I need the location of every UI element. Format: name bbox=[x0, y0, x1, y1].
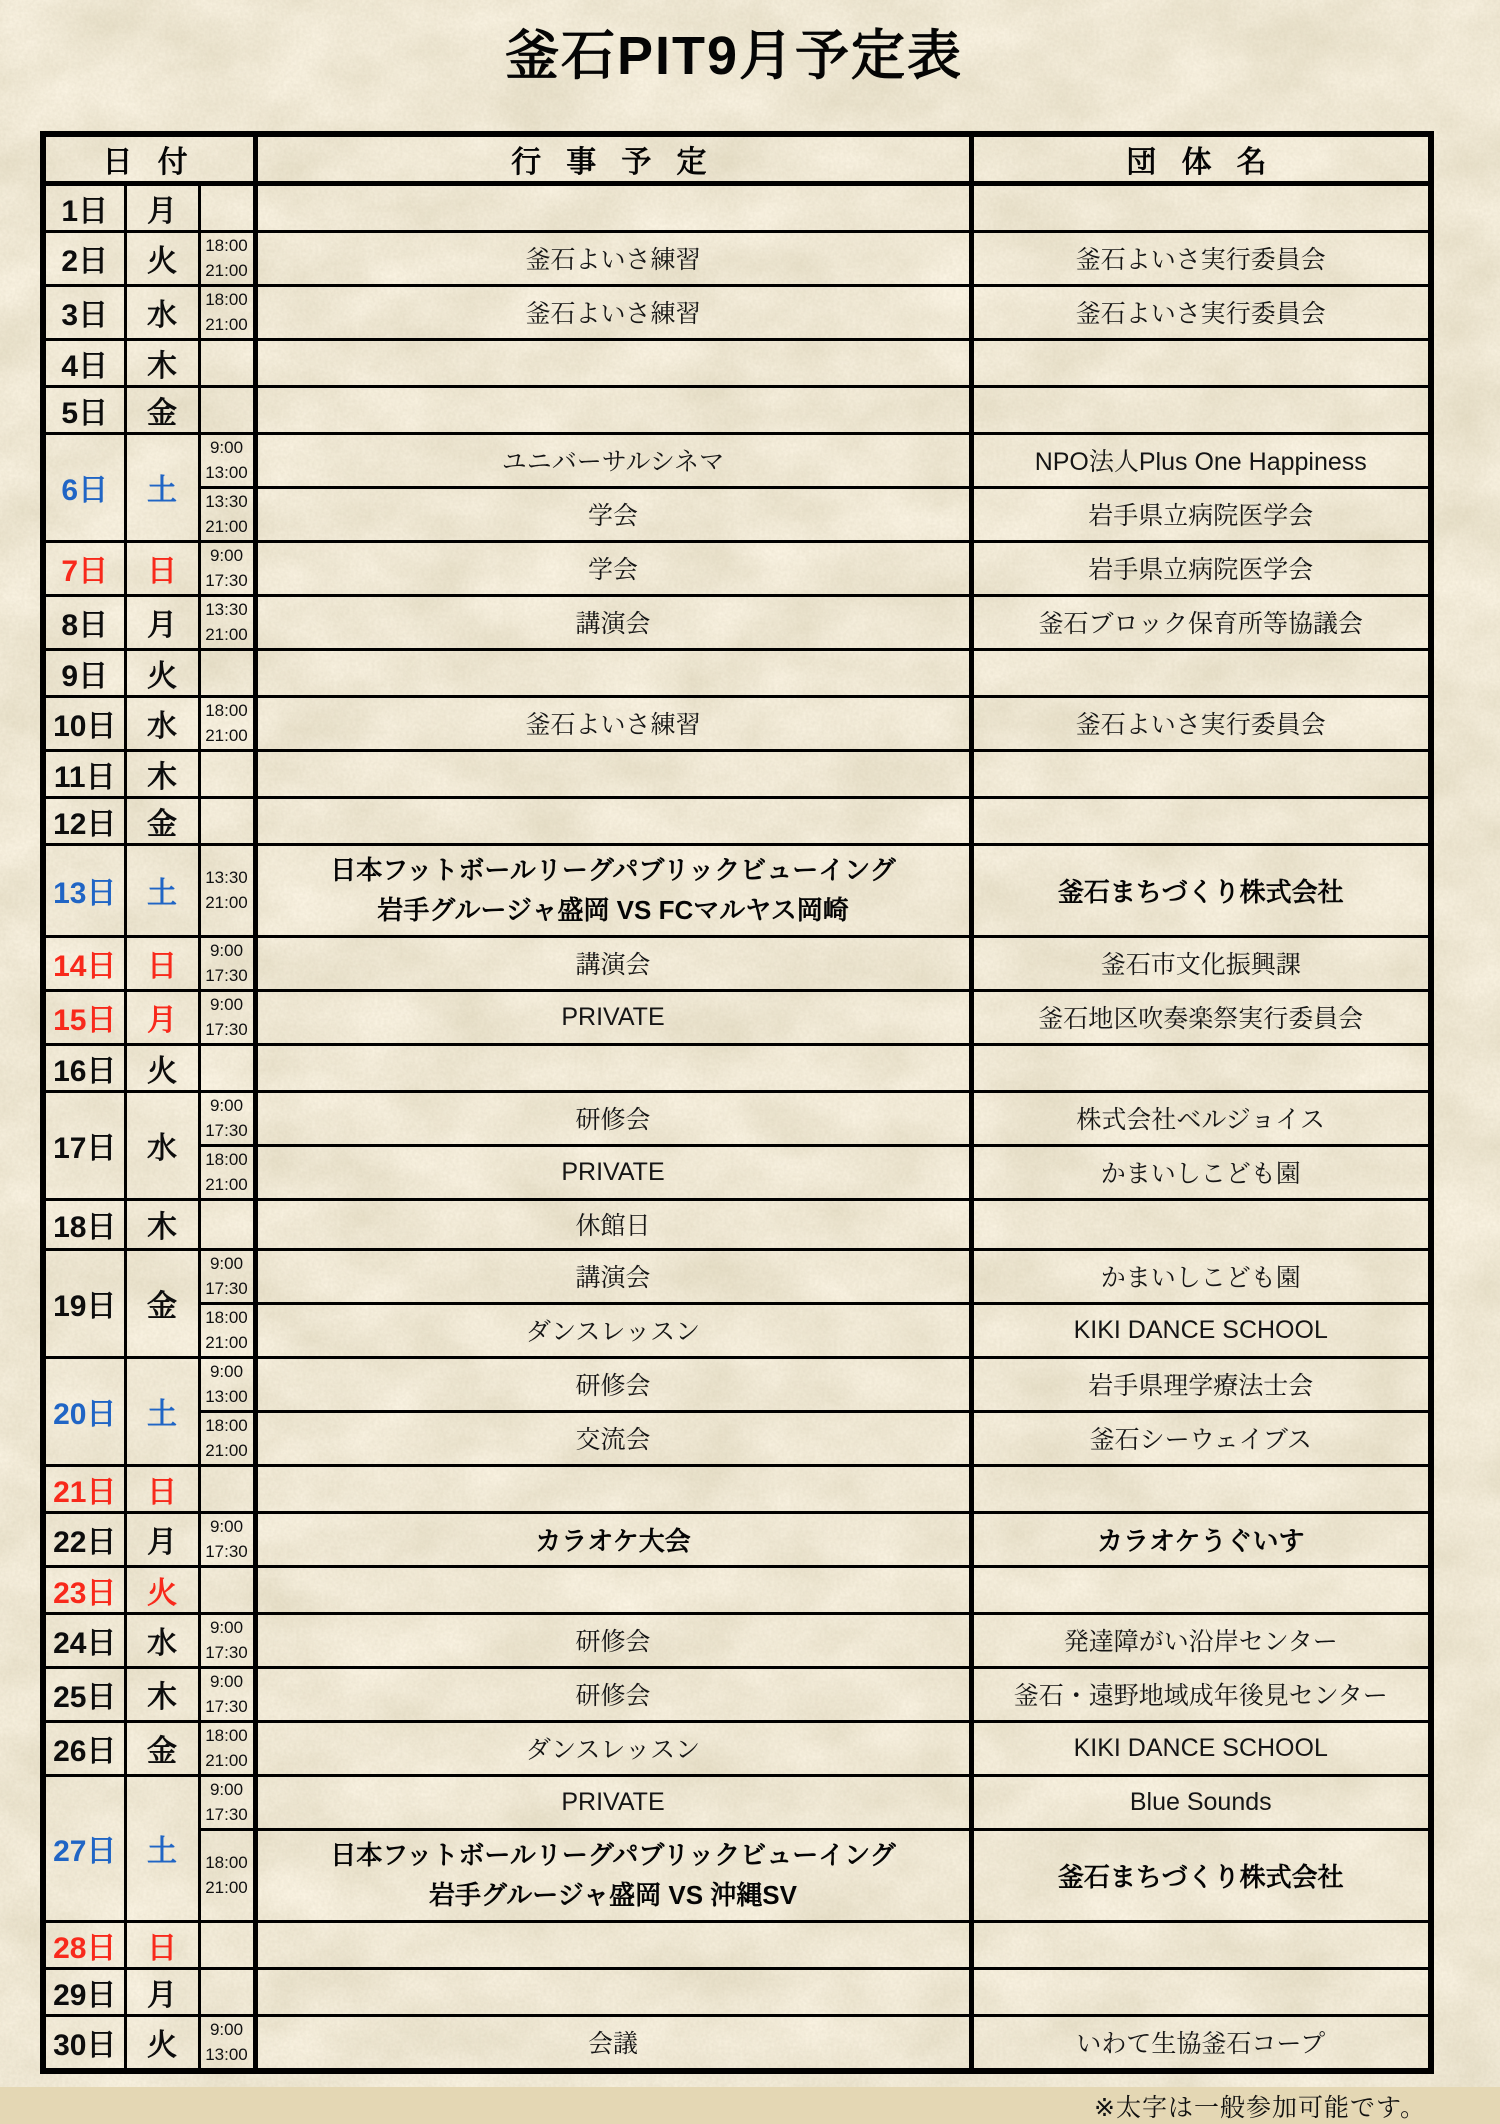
date-cell: 13日 bbox=[43, 844, 125, 936]
time-value: 13:30 bbox=[205, 867, 248, 887]
organization-cell: いわて生協釜石コープ bbox=[971, 2015, 1431, 2071]
event-cell: 学会 bbox=[255, 487, 971, 541]
organization-cell bbox=[971, 649, 1431, 696]
header-event: 行 事 予 定 bbox=[255, 134, 971, 184]
date-cell: 12日 bbox=[43, 797, 125, 844]
organization-cell: 釜石まちづくり株式会社 bbox=[971, 844, 1431, 936]
time-cell bbox=[199, 285, 255, 339]
time-value: 17:30 bbox=[205, 1279, 248, 1299]
event-cell: 休館日 bbox=[255, 1199, 971, 1249]
table-header bbox=[43, 134, 1431, 184]
day-of-week-cell: 木 bbox=[125, 750, 199, 797]
time-cell bbox=[199, 1303, 255, 1357]
time-value: 18:00 bbox=[205, 1852, 248, 1872]
time-cell bbox=[199, 649, 255, 696]
organization-cell bbox=[971, 1044, 1431, 1091]
day-of-week-cell: 土 bbox=[125, 844, 199, 936]
header-row bbox=[43, 134, 1431, 184]
time-value: 9:00 bbox=[209, 1361, 244, 1381]
time-value: 9:00 bbox=[209, 2019, 244, 2039]
time-value: 21:00 bbox=[205, 1333, 248, 1353]
day-of-week-cell: 金 bbox=[125, 1249, 199, 1357]
time-value: 9:00 bbox=[209, 940, 244, 960]
date-cell: 5日 bbox=[43, 386, 125, 433]
time-cell bbox=[199, 1249, 255, 1303]
organization-cell: 発達障がい沿岸センター bbox=[971, 1613, 1431, 1667]
table-row bbox=[43, 1044, 1431, 1091]
event-cell: 講演会 bbox=[255, 595, 971, 649]
event-cell: PRIVATE bbox=[255, 1775, 971, 1829]
day-of-week-cell: 金 bbox=[125, 386, 199, 433]
table-row bbox=[43, 1091, 1431, 1145]
day-of-week-cell: 土 bbox=[125, 433, 199, 541]
table-row bbox=[43, 797, 1431, 844]
event-cell: ダンスレッスン bbox=[255, 1303, 971, 1357]
time-cell bbox=[199, 541, 255, 595]
organization-cell: 釜石ブロック保育所等協議会 bbox=[971, 595, 1431, 649]
day-of-week-cell: 月 bbox=[125, 1968, 199, 2015]
time-cell bbox=[199, 339, 255, 386]
time-cell bbox=[199, 696, 255, 750]
time-value: 17:30 bbox=[205, 1697, 248, 1717]
date-cell: 2日 bbox=[43, 231, 125, 285]
table-row bbox=[43, 1775, 1431, 1829]
day-of-week-cell: 火 bbox=[125, 1566, 199, 1613]
time-value: 21:00 bbox=[205, 1441, 248, 1461]
event-cell bbox=[255, 1968, 971, 2015]
event-line: 岩手グルージャ盛岡 VS FCマルヤス岡崎 bbox=[377, 895, 849, 926]
table-row bbox=[43, 1829, 1431, 1921]
date-cell: 6日 bbox=[43, 433, 125, 541]
date-cell: 18日 bbox=[43, 1199, 125, 1249]
date-cell: 21日 bbox=[43, 1465, 125, 1512]
event-cell: 研修会 bbox=[255, 1357, 971, 1411]
event-cell: 会議 bbox=[255, 2015, 971, 2071]
table-row bbox=[43, 487, 1431, 541]
time-value: 9:00 bbox=[209, 1253, 244, 1273]
time-cell bbox=[199, 2015, 255, 2071]
time-value: 9:00 bbox=[209, 545, 244, 565]
time-cell bbox=[199, 797, 255, 844]
date-cell: 20日 bbox=[43, 1357, 125, 1465]
event-cell bbox=[255, 797, 971, 844]
organization-cell bbox=[971, 750, 1431, 797]
time-value: 13:30 bbox=[205, 491, 248, 511]
organization-cell bbox=[971, 1968, 1431, 2015]
time-cell bbox=[199, 1829, 255, 1921]
day-of-week-cell: 金 bbox=[125, 797, 199, 844]
time-cell bbox=[199, 1775, 255, 1829]
organization-cell: NPO法人Plus One Happiness bbox=[971, 433, 1431, 487]
schedule-table bbox=[40, 131, 1434, 2074]
time-value: 18:00 bbox=[205, 1725, 248, 1745]
table-row bbox=[43, 285, 1431, 339]
table-row bbox=[43, 649, 1431, 696]
event-cell: 学会 bbox=[255, 541, 971, 595]
time-cell bbox=[199, 1968, 255, 2015]
organization-cell: 釜石・遠野地域成年後見センター bbox=[971, 1667, 1431, 1721]
event-cell: PRIVATE bbox=[255, 990, 971, 1044]
event-cell: ユニバーサルシネマ bbox=[255, 433, 971, 487]
organization-cell bbox=[971, 1566, 1431, 1613]
day-of-week-cell: 水 bbox=[125, 285, 199, 339]
day-of-week-cell: 土 bbox=[125, 1357, 199, 1465]
event-cell bbox=[255, 1829, 971, 1921]
time-value: 21:00 bbox=[205, 315, 248, 335]
event-cell: 研修会 bbox=[255, 1613, 971, 1667]
event-cell bbox=[255, 750, 971, 797]
day-of-week-cell: 火 bbox=[125, 1044, 199, 1091]
event-cell bbox=[255, 386, 971, 433]
table-row bbox=[43, 231, 1431, 285]
date-cell: 29日 bbox=[43, 1968, 125, 2015]
event-cell bbox=[255, 649, 971, 696]
organization-cell: かまいしこども園 bbox=[971, 1249, 1431, 1303]
table-row bbox=[43, 1721, 1431, 1775]
table-row bbox=[43, 595, 1431, 649]
time-value: 17:30 bbox=[205, 1643, 248, 1663]
table-row bbox=[43, 1512, 1431, 1566]
time-value: 18:00 bbox=[205, 235, 248, 255]
table-row bbox=[43, 183, 1431, 231]
day-of-week-cell: 月 bbox=[125, 1512, 199, 1566]
table-row bbox=[43, 1968, 1431, 2015]
date-cell: 17日 bbox=[43, 1091, 125, 1199]
event-cell bbox=[255, 1566, 971, 1613]
day-of-week-cell: 木 bbox=[125, 1667, 199, 1721]
day-of-week-cell: 日 bbox=[125, 1465, 199, 1512]
day-of-week-cell: 月 bbox=[125, 595, 199, 649]
time-cell bbox=[199, 1044, 255, 1091]
time-value: 21:00 bbox=[205, 1878, 248, 1898]
day-of-week-cell: 火 bbox=[125, 231, 199, 285]
time-cell bbox=[199, 1199, 255, 1249]
day-of-week-cell: 水 bbox=[125, 696, 199, 750]
table-row bbox=[43, 1249, 1431, 1303]
time-cell bbox=[199, 1091, 255, 1145]
day-of-week-cell: 日 bbox=[125, 541, 199, 595]
time-value: 21:00 bbox=[205, 261, 248, 281]
time-cell bbox=[199, 1357, 255, 1411]
time-cell bbox=[199, 1721, 255, 1775]
time-cell bbox=[199, 183, 255, 231]
date-cell: 15日 bbox=[43, 990, 125, 1044]
organization-cell: 岩手県立病院医学会 bbox=[971, 541, 1431, 595]
time-cell bbox=[199, 1613, 255, 1667]
organization-cell: 釜石よいさ実行委員会 bbox=[971, 231, 1431, 285]
date-cell: 24日 bbox=[43, 1613, 125, 1667]
table-row bbox=[43, 386, 1431, 433]
day-of-week-cell: 月 bbox=[125, 183, 199, 231]
table-row bbox=[43, 750, 1431, 797]
day-of-week-cell: 土 bbox=[125, 1775, 199, 1921]
time-cell bbox=[199, 1145, 255, 1199]
time-value: 17:30 bbox=[205, 1121, 248, 1141]
event-cell bbox=[255, 844, 971, 936]
time-value: 13:00 bbox=[205, 1387, 248, 1407]
table-row bbox=[43, 2015, 1431, 2071]
event-line: 日本フットボールリーグパブリックビューイング bbox=[330, 855, 896, 885]
day-of-week-cell: 水 bbox=[125, 1091, 199, 1199]
header-date: 日 付 bbox=[43, 134, 255, 184]
time-value: 17:30 bbox=[205, 966, 248, 986]
organization-cell bbox=[971, 1465, 1431, 1512]
organization-cell bbox=[971, 1199, 1431, 1249]
table-row bbox=[43, 541, 1431, 595]
organization-cell: 釜石地区吹奏楽祭実行委員会 bbox=[971, 990, 1431, 1044]
footnote: ※太字は一般参加可能です。 bbox=[1094, 2093, 1426, 2122]
table-row bbox=[43, 990, 1431, 1044]
table-row bbox=[43, 433, 1431, 487]
date-cell: 11日 bbox=[43, 750, 125, 797]
time-cell bbox=[199, 750, 255, 797]
organization-cell: 釜石まちづくり株式会社 bbox=[971, 1829, 1431, 1921]
organization-cell: 釜石よいさ実行委員会 bbox=[971, 285, 1431, 339]
event-cell: 講演会 bbox=[255, 936, 971, 990]
table-row bbox=[43, 1357, 1431, 1411]
time-value: 21:00 bbox=[205, 1751, 248, 1771]
time-value: 13:30 bbox=[205, 599, 248, 619]
day-of-week-cell: 水 bbox=[125, 1613, 199, 1667]
time-value: 17:30 bbox=[205, 1542, 248, 1562]
time-value: 9:00 bbox=[209, 437, 244, 457]
table-row bbox=[43, 1613, 1431, 1667]
day-of-week-cell: 日 bbox=[125, 1921, 199, 1968]
date-cell: 3日 bbox=[43, 285, 125, 339]
time-cell bbox=[199, 936, 255, 990]
date-cell: 14日 bbox=[43, 936, 125, 990]
date-cell: 8日 bbox=[43, 595, 125, 649]
time-cell bbox=[199, 990, 255, 1044]
date-cell: 10日 bbox=[43, 696, 125, 750]
table-row bbox=[43, 1303, 1431, 1357]
date-cell: 22日 bbox=[43, 1512, 125, 1566]
date-cell: 30日 bbox=[43, 2015, 125, 2071]
date-cell: 28日 bbox=[43, 1921, 125, 1968]
time-value: 9:00 bbox=[209, 1516, 244, 1536]
time-value: 18:00 bbox=[205, 1415, 248, 1435]
table-row bbox=[43, 1199, 1431, 1249]
time-value: 13:00 bbox=[205, 2045, 248, 2065]
date-cell: 23日 bbox=[43, 1566, 125, 1613]
event-cell bbox=[255, 339, 971, 386]
table-row bbox=[43, 1411, 1431, 1465]
page-title: 釜石PIT9月予定表 bbox=[504, 26, 964, 86]
day-of-week-cell: 月 bbox=[125, 990, 199, 1044]
day-of-week-cell: 木 bbox=[125, 1199, 199, 1249]
time-value: 18:00 bbox=[205, 289, 248, 309]
table-row bbox=[43, 339, 1431, 386]
time-value: 21:00 bbox=[205, 726, 248, 746]
date-cell: 4日 bbox=[43, 339, 125, 386]
time-cell bbox=[199, 487, 255, 541]
event-line: 日本フットボールリーグパブリックビューイング bbox=[330, 1840, 896, 1870]
date-cell: 16日 bbox=[43, 1044, 125, 1091]
event-cell: ダンスレッスン bbox=[255, 1721, 971, 1775]
organization-cell: 釜石よいさ実行委員会 bbox=[971, 696, 1431, 750]
header-org: 団 体 名 bbox=[971, 134, 1431, 184]
time-value: 9:00 bbox=[209, 994, 244, 1014]
organization-cell: 岩手県理学療法士会 bbox=[971, 1357, 1431, 1411]
event-cell: 釜石よいさ練習 bbox=[255, 696, 971, 750]
time-cell bbox=[199, 386, 255, 433]
time-value: 18:00 bbox=[205, 1307, 248, 1327]
organization-cell: かまいしこども園 bbox=[971, 1145, 1431, 1199]
date-cell: 27日 bbox=[43, 1775, 125, 1921]
time-value: 9:00 bbox=[209, 1779, 244, 1799]
day-of-week-cell: 火 bbox=[125, 649, 199, 696]
event-cell: 釜石よいさ練習 bbox=[255, 285, 971, 339]
table-row bbox=[43, 1667, 1431, 1721]
organization-cell: KIKI DANCE SCHOOL bbox=[971, 1303, 1431, 1357]
day-of-week-cell: 火 bbox=[125, 2015, 199, 2071]
day-of-week-cell: 日 bbox=[125, 936, 199, 990]
time-cell bbox=[199, 231, 255, 285]
event-cell: 交流会 bbox=[255, 1411, 971, 1465]
date-cell: 1日 bbox=[43, 183, 125, 231]
schedule-body bbox=[43, 183, 1431, 2071]
time-cell bbox=[199, 433, 255, 487]
time-cell bbox=[199, 1566, 255, 1613]
time-value: 9:00 bbox=[209, 1617, 244, 1637]
table-row bbox=[43, 696, 1431, 750]
event-line: 岩手グルージャ盛岡 VS 沖縄SV bbox=[429, 1880, 797, 1911]
event-cell bbox=[255, 183, 971, 231]
time-cell bbox=[199, 1465, 255, 1512]
event-cell: 講演会 bbox=[255, 1249, 971, 1303]
table-row bbox=[43, 1465, 1431, 1512]
event-cell: 研修会 bbox=[255, 1091, 971, 1145]
table-row bbox=[43, 936, 1431, 990]
time-value: 21:00 bbox=[205, 893, 248, 913]
organization-cell: Blue Sounds bbox=[971, 1775, 1431, 1829]
day-of-week-cell: 木 bbox=[125, 339, 199, 386]
organization-cell: 株式会社ベルジョイス bbox=[971, 1091, 1431, 1145]
time-cell bbox=[199, 595, 255, 649]
organization-cell bbox=[971, 183, 1431, 231]
table-row bbox=[43, 1921, 1431, 1968]
event-cell bbox=[255, 1044, 971, 1091]
event-cell bbox=[255, 1465, 971, 1512]
organization-cell: カラオケうぐいす bbox=[971, 1512, 1431, 1566]
time-cell bbox=[199, 1667, 255, 1721]
event-cell: 研修会 bbox=[255, 1667, 971, 1721]
organization-cell bbox=[971, 339, 1431, 386]
event-cell: 釜石よいさ練習 bbox=[255, 231, 971, 285]
date-cell: 26日 bbox=[43, 1721, 125, 1775]
date-cell: 19日 bbox=[43, 1249, 125, 1357]
organization-cell: 岩手県立病院医学会 bbox=[971, 487, 1431, 541]
time-value: 21:00 bbox=[205, 625, 248, 645]
date-cell: 7日 bbox=[43, 541, 125, 595]
time-value: 17:30 bbox=[205, 571, 248, 591]
time-value: 17:30 bbox=[205, 1805, 248, 1825]
day-of-week-cell: 金 bbox=[125, 1721, 199, 1775]
table-row bbox=[43, 844, 1431, 936]
organization-cell bbox=[971, 386, 1431, 433]
time-cell bbox=[199, 1921, 255, 1968]
organization-cell: 釜石シーウェイブス bbox=[971, 1411, 1431, 1465]
event-cell: PRIVATE bbox=[255, 1145, 971, 1199]
time-value: 18:00 bbox=[205, 700, 248, 720]
time-value: 9:00 bbox=[209, 1095, 244, 1115]
schedule-sheet bbox=[40, 0, 1428, 2124]
date-cell: 25日 bbox=[43, 1667, 125, 1721]
organization-cell: KIKI DANCE SCHOOL bbox=[971, 1721, 1431, 1775]
event-cell bbox=[255, 1921, 971, 1968]
time-value: 17:30 bbox=[205, 1020, 248, 1040]
time-value: 9:00 bbox=[209, 1671, 244, 1691]
time-cell bbox=[199, 1512, 255, 1566]
organization-cell bbox=[971, 797, 1431, 844]
organization-cell: 釜石市文化振興課 bbox=[971, 936, 1431, 990]
time-value: 21:00 bbox=[205, 1175, 248, 1195]
organization-cell bbox=[971, 1921, 1431, 1968]
time-value: 13:00 bbox=[205, 463, 248, 483]
date-cell: 9日 bbox=[43, 649, 125, 696]
time-cell bbox=[199, 1411, 255, 1465]
time-value: 18:00 bbox=[205, 1149, 248, 1169]
table-row bbox=[43, 1145, 1431, 1199]
time-cell bbox=[199, 844, 255, 936]
table-row bbox=[43, 1566, 1431, 1613]
time-value: 21:00 bbox=[205, 517, 248, 537]
event-cell: カラオケ大会 bbox=[255, 1512, 971, 1566]
